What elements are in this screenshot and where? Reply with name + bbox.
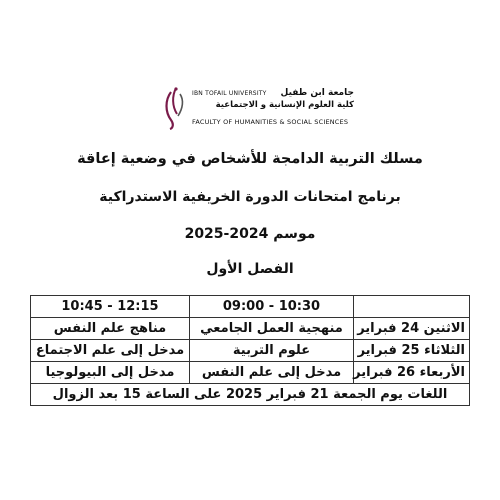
logo-english-line1: IBN TOFAIL UNIVERSITY — [192, 90, 267, 97]
table-row — [31, 362, 470, 384]
header-day-cell — [354, 296, 470, 318]
exam-cell: مدخل إلى البيولوجيا — [31, 362, 190, 384]
table-row — [31, 340, 470, 362]
university-emblem-icon — [162, 86, 188, 130]
exam-schedule-table — [30, 295, 470, 406]
logo-arabic-line1: جامعة ابن طفيل — [280, 88, 354, 98]
time-slot-2: 10:45 - 12:15 — [31, 296, 190, 318]
semester-title: الفصل الأول — [206, 261, 294, 277]
exam-cell: مناهج علم النفس — [31, 318, 190, 340]
exam-cell: منهجية العمل الجامعي — [190, 318, 354, 340]
program-title: مسلك التربية الدامجة للأشخاص في وضعية إعاقة — [77, 151, 423, 167]
exam-cell: مدخل إلى علم النفس — [190, 362, 354, 384]
exam-cell: مدخل إلى علم الاجتماع — [31, 340, 190, 362]
languages-note: اللغات يوم الجمعة 21 فبراير 2025 على الساعة 15 بعد الزوال — [31, 384, 470, 406]
day-cell: الثلاثاء 25 فبراير — [354, 340, 470, 362]
university-logo — [162, 86, 352, 130]
day-cell: الاثنين 24 فبراير — [354, 318, 470, 340]
exam-cell: علوم التربية — [190, 340, 354, 362]
table-header-row — [31, 296, 470, 318]
season-title: موسم 2024-2025 — [184, 226, 316, 242]
logo-arabic-line2: كلية العلوم الإنسانية و الاجتماعية — [215, 100, 354, 110]
time-slot-1: 09:00 - 10:30 — [190, 296, 354, 318]
exam-title: برنامج امتحانات الدورة الخريفية الاستدراكية — [99, 189, 401, 205]
day-cell: الأربعاء 26 فبراير — [354, 362, 470, 384]
logo-english-line2: FACULTY OF HUMANITIES & SOCIAL SCIENCES — [192, 118, 349, 126]
languages-note-row — [31, 384, 470, 406]
table-row — [31, 318, 470, 340]
